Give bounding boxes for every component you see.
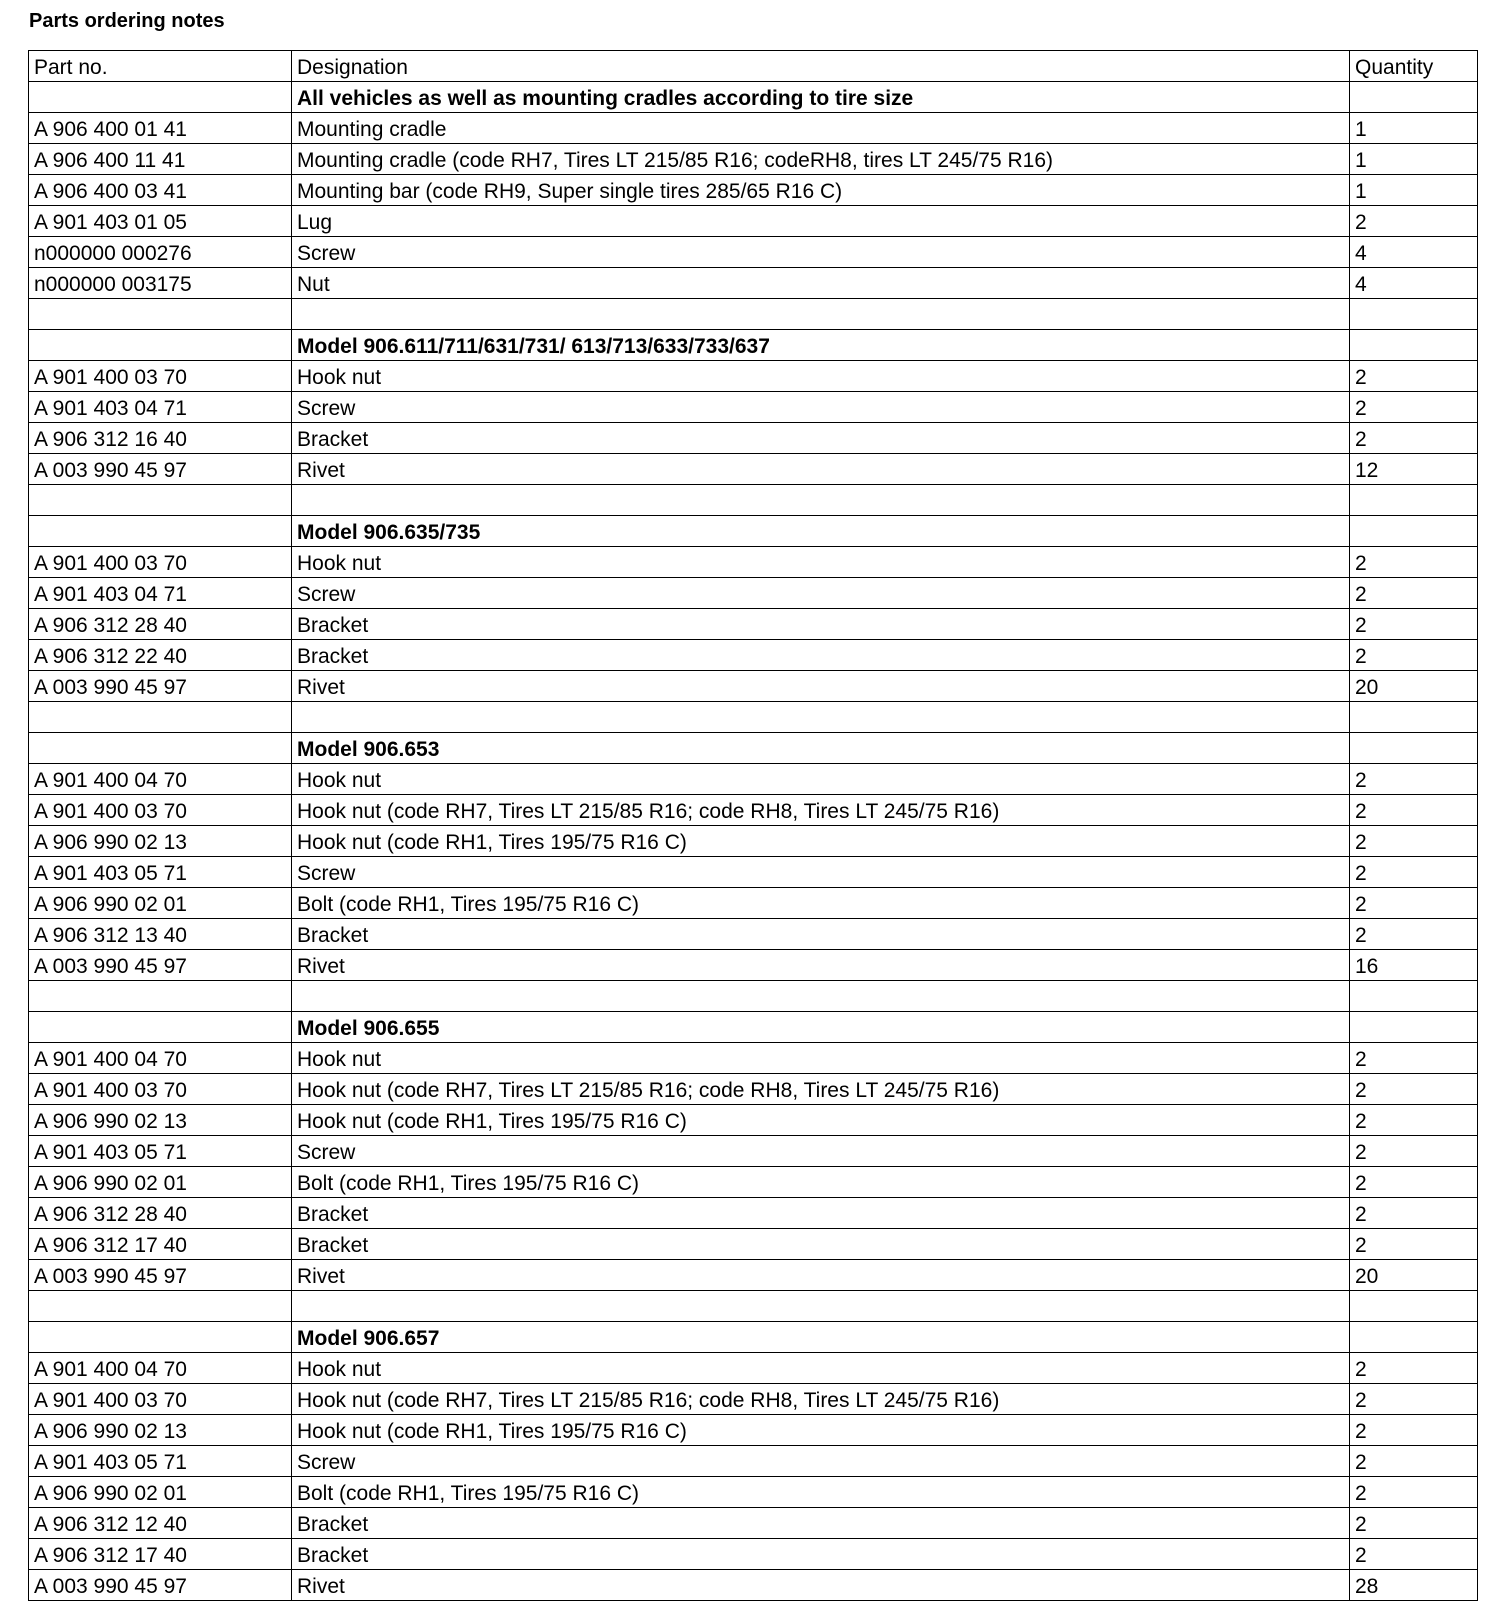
part-number-cell: A 906 990 02 13 [29, 1105, 292, 1136]
quantity-cell: 4 [1350, 268, 1478, 299]
quantity-cell: 1 [1350, 113, 1478, 144]
part-number-cell: A 003 990 45 97 [29, 1260, 292, 1291]
spacer-row [29, 485, 1478, 516]
designation-cell: Bracket [292, 1229, 1350, 1260]
table-row [29, 795, 1478, 826]
quantity-cell: 2 [1350, 1477, 1478, 1508]
table-row [29, 1167, 1478, 1198]
part-number-cell: A 901 403 01 05 [29, 206, 292, 237]
table-row [29, 1508, 1478, 1539]
quantity-cell: 2 [1350, 919, 1478, 950]
column-header-quantity: Quantity [1350, 51, 1478, 82]
part-number-cell [29, 1291, 292, 1322]
designation-cell [292, 485, 1350, 516]
quantity-cell [1350, 981, 1478, 1012]
part-number-cell: A 901 400 04 70 [29, 764, 292, 795]
quantity-cell: 2 [1350, 640, 1478, 671]
spacer-row [29, 1291, 1478, 1322]
table-row [29, 268, 1478, 299]
designation-cell [292, 1291, 1350, 1322]
parts-table-body [29, 82, 1478, 1601]
part-number-cell: A 906 990 02 01 [29, 1477, 292, 1508]
table-row [29, 1229, 1478, 1260]
designation-cell: Bolt (code RH1, Tires 195/75 R16 C) [292, 1477, 1350, 1508]
designation-cell: Bracket [292, 1539, 1350, 1570]
part-number-cell: A 901 400 03 70 [29, 547, 292, 578]
table-row [29, 609, 1478, 640]
table-header-row [29, 51, 1478, 82]
designation-cell: Hook nut [292, 547, 1350, 578]
quantity-cell: 16 [1350, 950, 1478, 981]
quantity-cell: 2 [1350, 1384, 1478, 1415]
designation-cell: Bracket [292, 919, 1350, 950]
designation-cell: Model 906.655 [292, 1012, 1350, 1043]
part-number-cell: A 906 312 17 40 [29, 1229, 292, 1260]
part-number-cell [29, 1322, 292, 1353]
part-number-cell [29, 485, 292, 516]
part-number-cell: A 901 400 04 70 [29, 1353, 292, 1384]
quantity-cell: 1 [1350, 175, 1478, 206]
part-number-cell [29, 516, 292, 547]
part-number-cell [29, 733, 292, 764]
quantity-cell: 2 [1350, 206, 1478, 237]
quantity-cell [1350, 733, 1478, 764]
quantity-cell: 2 [1350, 888, 1478, 919]
designation-cell: Mounting bar (code RH9, Super single tires 285/65 R16 C) [292, 175, 1350, 206]
table-row [29, 1260, 1478, 1291]
part-number-cell: A 901 400 03 70 [29, 361, 292, 392]
quantity-cell: 2 [1350, 1415, 1478, 1446]
designation-cell: Screw [292, 857, 1350, 888]
designation-cell: Model 906.657 [292, 1322, 1350, 1353]
quantity-cell: 2 [1350, 361, 1478, 392]
designation-cell: Hook nut (code RH1, Tires 195/75 R16 C) [292, 826, 1350, 857]
part-number-cell: A 906 400 11 41 [29, 144, 292, 175]
designation-cell: All vehicles as well as mounting cradles according to tire size [292, 82, 1350, 113]
designation-cell: Rivet [292, 1260, 1350, 1291]
quantity-cell: 2 [1350, 609, 1478, 640]
part-number-cell: A 901 403 04 71 [29, 578, 292, 609]
part-number-cell: A 906 312 16 40 [29, 423, 292, 454]
quantity-cell: 2 [1350, 764, 1478, 795]
designation-cell [292, 702, 1350, 733]
table-row [29, 1043, 1478, 1074]
table-row [29, 1477, 1478, 1508]
table-row [29, 1384, 1478, 1415]
quantity-cell: 1 [1350, 144, 1478, 175]
quantity-cell: 2 [1350, 1508, 1478, 1539]
quantity-cell: 2 [1350, 826, 1478, 857]
designation-cell: Model 906.653 [292, 733, 1350, 764]
table-row [29, 826, 1478, 857]
designation-cell: Screw [292, 237, 1350, 268]
quantity-cell [1350, 1322, 1478, 1353]
quantity-cell: 2 [1350, 1539, 1478, 1570]
column-header-designation: Designation [292, 51, 1350, 82]
part-number-cell [29, 1012, 292, 1043]
quantity-cell: 4 [1350, 237, 1478, 268]
designation-cell: Rivet [292, 1570, 1350, 1601]
quantity-cell [1350, 1012, 1478, 1043]
quantity-cell [1350, 485, 1478, 516]
designation-cell: Model 906.611/711/631/731/ 613/713/633/733/637 [292, 330, 1350, 361]
designation-cell: Mounting cradle (code RH7, Tires LT 215/85 R16; codeRH8, tires LT 245/75 R16) [292, 144, 1350, 175]
designation-cell: Mounting cradle [292, 113, 1350, 144]
table-row [29, 361, 1478, 392]
part-number-cell: A 906 312 12 40 [29, 1508, 292, 1539]
part-number-cell [29, 981, 292, 1012]
designation-cell: Hook nut [292, 361, 1350, 392]
designation-cell: Rivet [292, 950, 1350, 981]
designation-cell: Bracket [292, 640, 1350, 671]
designation-cell: Nut [292, 268, 1350, 299]
quantity-cell: 2 [1350, 1167, 1478, 1198]
column-header-part-no: Part no. [29, 51, 292, 82]
part-number-cell [29, 82, 292, 113]
part-number-cell: A 906 400 03 41 [29, 175, 292, 206]
part-number-cell: A 901 403 05 71 [29, 1136, 292, 1167]
quantity-cell: 28 [1350, 1570, 1478, 1601]
designation-cell: Screw [292, 392, 1350, 423]
quantity-cell: 2 [1350, 1136, 1478, 1167]
quantity-cell: 20 [1350, 1260, 1478, 1291]
table-row [29, 454, 1478, 485]
part-number-cell: A 906 312 28 40 [29, 609, 292, 640]
part-number-cell: A 906 990 02 13 [29, 826, 292, 857]
part-number-cell: A 906 312 28 40 [29, 1198, 292, 1229]
quantity-cell: 2 [1350, 857, 1478, 888]
table-row [29, 671, 1478, 702]
table-row [29, 1570, 1478, 1601]
section-row [29, 733, 1478, 764]
part-number-cell: A 906 990 02 01 [29, 888, 292, 919]
designation-cell: Hook nut (code RH7, Tires LT 215/85 R16; code RH8, Tires LT 245/75 R16) [292, 1074, 1350, 1105]
part-number-cell: A 901 400 04 70 [29, 1043, 292, 1074]
part-number-cell: A 003 990 45 97 [29, 671, 292, 702]
quantity-cell [1350, 702, 1478, 733]
page-title: Parts ordering notes [29, 10, 225, 32]
designation-cell: Model 906.635/735 [292, 516, 1350, 547]
designation-cell: Bolt (code RH1, Tires 195/75 R16 C) [292, 1167, 1350, 1198]
part-number-cell: n000000 003175 [29, 268, 292, 299]
table-row [29, 888, 1478, 919]
quantity-cell: 2 [1350, 1074, 1478, 1105]
part-number-cell: A 003 990 45 97 [29, 1570, 292, 1601]
table-row [29, 1136, 1478, 1167]
table-row [29, 950, 1478, 981]
designation-cell [292, 981, 1350, 1012]
quantity-cell: 2 [1350, 578, 1478, 609]
table-row [29, 1539, 1478, 1570]
table-row [29, 206, 1478, 237]
designation-cell: Hook nut (code RH1, Tires 195/75 R16 C) [292, 1415, 1350, 1446]
spacer-row [29, 702, 1478, 733]
part-number-cell: A 901 400 03 70 [29, 1074, 292, 1105]
table-row [29, 113, 1478, 144]
designation-cell: Hook nut (code RH1, Tires 195/75 R16 C) [292, 1105, 1350, 1136]
quantity-cell: 2 [1350, 1446, 1478, 1477]
designation-cell: Bolt (code RH1, Tires 195/75 R16 C) [292, 888, 1350, 919]
section-row [29, 516, 1478, 547]
parts-table [28, 50, 1478, 1601]
quantity-cell [1350, 330, 1478, 361]
table-row [29, 1446, 1478, 1477]
table-row [29, 144, 1478, 175]
quantity-cell [1350, 516, 1478, 547]
table-row [29, 640, 1478, 671]
designation-cell: Bracket [292, 609, 1350, 640]
table-row [29, 1105, 1478, 1136]
quantity-cell: 2 [1350, 1353, 1478, 1384]
table-row [29, 392, 1478, 423]
table-row [29, 423, 1478, 454]
part-number-cell: A 901 403 04 71 [29, 392, 292, 423]
section-row [29, 1012, 1478, 1043]
part-number-cell: A 003 990 45 97 [29, 454, 292, 485]
part-number-cell: A 906 312 13 40 [29, 919, 292, 950]
section-row [29, 1322, 1478, 1353]
table-row [29, 237, 1478, 268]
quantity-cell [1350, 299, 1478, 330]
part-number-cell [29, 702, 292, 733]
quantity-cell: 2 [1350, 1105, 1478, 1136]
designation-cell: Bracket [292, 1198, 1350, 1229]
part-number-cell: A 906 312 22 40 [29, 640, 292, 671]
quantity-cell: 2 [1350, 795, 1478, 826]
table-row [29, 1353, 1478, 1384]
designation-cell: Hook nut [292, 764, 1350, 795]
table-row [29, 578, 1478, 609]
quantity-cell: 2 [1350, 392, 1478, 423]
quantity-cell: 12 [1350, 454, 1478, 485]
designation-cell: Hook nut (code RH7, Tires LT 215/85 R16; code RH8, Tires LT 245/75 R16) [292, 1384, 1350, 1415]
designation-cell: Bracket [292, 423, 1350, 454]
part-number-cell [29, 330, 292, 361]
designation-cell: Rivet [292, 454, 1350, 485]
designation-cell: Screw [292, 1446, 1350, 1477]
table-row [29, 1198, 1478, 1229]
quantity-cell: 20 [1350, 671, 1478, 702]
quantity-cell: 2 [1350, 1229, 1478, 1260]
designation-cell: Hook nut [292, 1353, 1350, 1384]
part-number-cell [29, 299, 292, 330]
quantity-cell [1350, 82, 1478, 113]
part-number-cell: n000000 000276 [29, 237, 292, 268]
designation-cell: Screw [292, 578, 1350, 609]
designation-cell: Screw [292, 1136, 1350, 1167]
designation-cell: Hook nut [292, 1043, 1350, 1074]
part-number-cell: A 906 400 01 41 [29, 113, 292, 144]
part-number-cell: A 901 400 03 70 [29, 795, 292, 826]
quantity-cell: 2 [1350, 423, 1478, 454]
quantity-cell: 2 [1350, 547, 1478, 578]
table-row [29, 547, 1478, 578]
part-number-cell: A 901 403 05 71 [29, 1446, 292, 1477]
spacer-row [29, 981, 1478, 1012]
section-row [29, 82, 1478, 113]
table-row [29, 857, 1478, 888]
table-row [29, 1415, 1478, 1446]
designation-cell: Lug [292, 206, 1350, 237]
table-row [29, 919, 1478, 950]
designation-cell: Rivet [292, 671, 1350, 702]
part-number-cell: A 003 990 45 97 [29, 950, 292, 981]
quantity-cell: 2 [1350, 1043, 1478, 1074]
quantity-cell: 2 [1350, 1198, 1478, 1229]
table-row [29, 764, 1478, 795]
part-number-cell: A 901 400 03 70 [29, 1384, 292, 1415]
designation-cell [292, 299, 1350, 330]
designation-cell: Bracket [292, 1508, 1350, 1539]
section-row [29, 330, 1478, 361]
table-row [29, 175, 1478, 206]
part-number-cell: A 906 990 02 01 [29, 1167, 292, 1198]
designation-cell: Hook nut (code RH7, Tires LT 215/85 R16; code RH8, Tires LT 245/75 R16) [292, 795, 1350, 826]
part-number-cell: A 906 990 02 13 [29, 1415, 292, 1446]
part-number-cell: A 906 312 17 40 [29, 1539, 292, 1570]
table-row [29, 1074, 1478, 1105]
part-number-cell: A 901 403 05 71 [29, 857, 292, 888]
spacer-row [29, 299, 1478, 330]
quantity-cell [1350, 1291, 1478, 1322]
